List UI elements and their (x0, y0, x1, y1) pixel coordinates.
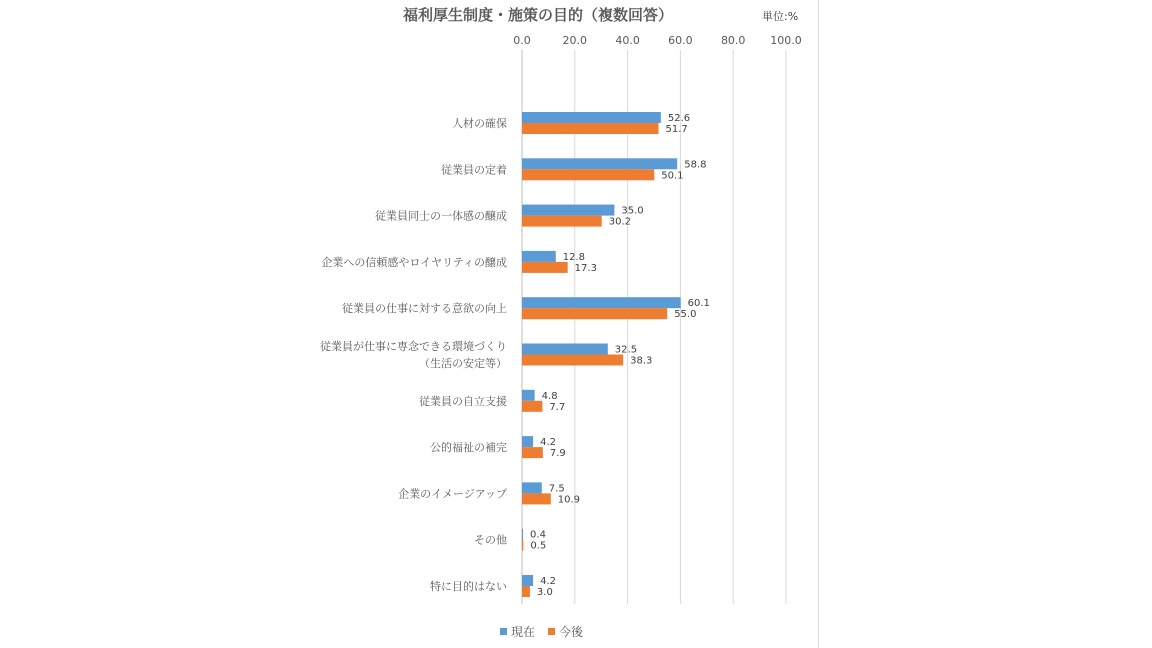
x-tick-label: 60.0 (668, 34, 693, 47)
bar-current (522, 482, 542, 493)
category-label: 特に目的はない (430, 580, 507, 593)
bar-current (522, 251, 556, 262)
category-label: 公的福祉の補完 (430, 441, 507, 455)
data-label: 7.9 (549, 448, 566, 460)
category-label: 従業員同士の一体感の醸成 (375, 209, 507, 223)
data-label: 12.8 (562, 251, 586, 263)
bar-future (522, 216, 602, 227)
bar-future (522, 308, 667, 319)
category-label: 人材の確保 (452, 117, 507, 130)
bar-current (522, 158, 677, 169)
bar-current (522, 575, 533, 586)
legend-swatch (548, 628, 555, 635)
category-label: 従業員の自立支援 (419, 394, 507, 408)
x-tick-label: 80.0 (720, 34, 746, 47)
chart-title: 福利厚生制度・施策の目的（複数回答） (402, 6, 674, 24)
category-label: 企業のイメージアップ (398, 487, 507, 501)
data-label: 0.4 (530, 529, 546, 541)
data-label: 50.1 (661, 170, 684, 182)
data-label: 4.2 (540, 576, 556, 587)
category-label: その他 (474, 533, 507, 547)
data-label: 4.2 (540, 437, 556, 449)
category-label: 従業員の仕事に対する意欲の向上 (342, 302, 507, 316)
bar-future (522, 493, 551, 504)
bar-future (522, 262, 568, 273)
bar-future (522, 540, 523, 551)
bar-future (522, 401, 542, 412)
data-label: 32.5 (614, 344, 638, 356)
bar-current (522, 205, 614, 216)
bar-future (522, 586, 530, 597)
category-label: 従業員が仕事に専念できる環境づくり (320, 340, 507, 353)
data-label: 55.0 (674, 309, 697, 321)
unit-label: 単位:% (762, 10, 799, 23)
data-label: 35.0 (621, 205, 644, 217)
data-label: 7.7 (549, 401, 566, 413)
data-label: 52.6 (667, 113, 691, 124)
bar-future (522, 447, 543, 458)
bar-current (522, 112, 661, 123)
bar-current (522, 344, 608, 355)
data-label: 30.2 (608, 216, 631, 228)
data-label: 60.1 (687, 298, 710, 310)
bar-current (522, 529, 523, 540)
legend-label: 現在 (511, 625, 536, 639)
category-label: （生活の安定等） (419, 357, 507, 370)
category-label: 従業員の定着 (441, 163, 507, 177)
bar-future (522, 123, 658, 134)
legend-label: 今後 (559, 625, 584, 639)
x-tick-label: 40.0 (615, 34, 640, 47)
data-label: 0.5 (530, 540, 547, 552)
data-label: 4.8 (541, 390, 558, 402)
data-label: 38.3 (630, 355, 653, 367)
bar-future (522, 355, 623, 366)
bar-current (522, 436, 533, 447)
panel-divider (818, 0, 819, 648)
bar-current (522, 390, 535, 401)
bar-current (522, 297, 681, 308)
data-label: 3.0 (536, 587, 553, 598)
x-tick-label: 20.0 (562, 34, 588, 47)
bar-future (522, 169, 654, 180)
data-label: 10.9 (557, 494, 581, 506)
data-label: 51.7 (665, 124, 688, 135)
x-tick-label: 0.0 (513, 34, 531, 47)
category-label: 企業への信頼感やロイヤリティの醸成 (321, 255, 507, 269)
x-tick-label: 100.0 (770, 34, 802, 47)
data-label: 58.8 (684, 159, 707, 171)
legend-swatch (500, 628, 507, 635)
data-label: 17.3 (574, 262, 597, 274)
data-label: 7.5 (548, 483, 565, 495)
